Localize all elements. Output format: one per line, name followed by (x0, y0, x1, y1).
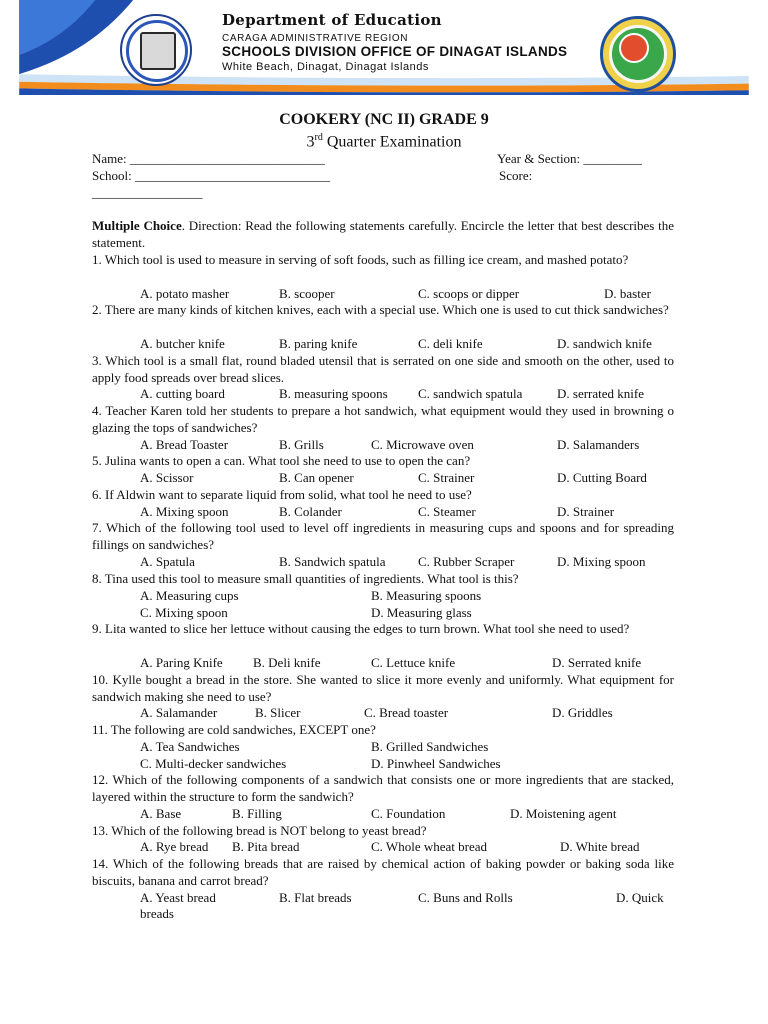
division-address: White Beach, Dinagat, Dinagat Islands (222, 61, 429, 74)
q9-option-c[interactable]: C. Lettuce knife (371, 655, 456, 670)
q2-option-d[interactable]: D. sandwich knife (557, 336, 652, 351)
q9-option-d[interactable]: D. Serrated knife (552, 655, 642, 670)
question-5: 5. Julina wants to open a can. What tool she need to use to open the can? (92, 453, 471, 468)
q2-option-b[interactable]: B. paring knife (279, 336, 358, 351)
question-7: 7. Which of the following tool used to level off ingredients in measuring cups and spoons and for spreading fillings on sandwiches? (92, 520, 674, 552)
q14-option-b[interactable]: B. Flat breads (279, 890, 352, 905)
region-name: CARAGA ADMINISTRATIVE REGION (222, 32, 409, 44)
q12-option-c[interactable]: C. Foundation (371, 806, 446, 821)
question-11: 11. The following are cold sandwiches, EXCEPT one? (92, 722, 376, 737)
q6-option-d[interactable]: D. Strainer (557, 504, 615, 519)
q14-option-d[interactable]: D. Quick (616, 890, 664, 905)
q7-option-c[interactable]: C. Rubber Scraper (418, 554, 515, 569)
q6-option-b[interactable]: B. Colander (279, 504, 342, 519)
q8-option-d[interactable]: D. Measuring glass (371, 605, 472, 620)
q8-option-a[interactable]: A. Measuring cups (140, 588, 239, 603)
q3-option-b[interactable]: B. measuring spoons (279, 386, 388, 401)
question-2: 2. There are many kinds of kitchen knives, each with a special use. Which one is used to cut thick sandwiches? (92, 302, 669, 317)
deped-seal-icon (120, 14, 192, 86)
q4-option-b[interactable]: B. Grills (279, 437, 324, 452)
q10-option-d[interactable]: D. Griddles (552, 705, 613, 720)
q7-option-b[interactable]: B. Sandwich spatula (279, 554, 386, 569)
question-9: 9. Lita wanted to slice her lettuce without causing the edges to turn brown. What tool she need to used? (92, 621, 630, 636)
q9-option-b[interactable]: B. Deli knife (253, 655, 321, 670)
q7-option-d[interactable]: D. Mixing spoon (557, 554, 646, 569)
q5-option-a[interactable]: A. Scissor (140, 470, 194, 485)
q4-option-d[interactable]: D. Salamanders (557, 437, 640, 452)
q5-option-d[interactable]: D. Cutting Board (557, 470, 647, 485)
q4-option-a[interactable]: A. Bread Toaster (140, 437, 229, 452)
q6-option-a[interactable]: A. Mixing spoon (140, 504, 229, 519)
q14-option-a[interactable]: A. Yeast bread (140, 890, 216, 905)
letterhead (0, 0, 768, 110)
division-name: SCHOOLS DIVISION OFFICE OF DINAGAT ISLANDS (222, 43, 568, 59)
q8-option-b[interactable]: B. Measuring spoons (371, 588, 482, 603)
q9-option-a[interactable]: A. Paring Knife (140, 655, 223, 670)
score-field[interactable]: _________________ (92, 185, 203, 200)
q3-option-d[interactable]: D. serrated knife (557, 386, 644, 401)
q13-option-c[interactable]: C. Whole wheat bread (371, 839, 487, 854)
q3-option-c[interactable]: C. sandwich spatula (418, 386, 523, 401)
exam-title: COOKERY (NC II) GRADE 9 (279, 111, 489, 128)
q11-option-b[interactable]: B. Grilled Sandwiches (371, 739, 489, 754)
q12-option-d[interactable]: D. Moistening agent (510, 806, 617, 821)
directions: Multiple Choice. Direction: Read the following statements carefully. Encircle the letter that best describes the statement. (92, 218, 674, 250)
q13-option-a[interactable]: A. Rye bread (140, 839, 209, 854)
q10-option-b[interactable]: B. Slicer (255, 705, 301, 720)
q14-option-c[interactable]: C. Buns and Rolls (418, 890, 513, 905)
q10-option-a[interactable]: A. Salamander (140, 705, 218, 720)
question-3: 3. Which tool is a small flat, round bladed utensil that is serrated on one side and smooth on the other, used to apply food spreads over bread slices. (92, 353, 674, 385)
q2-option-c[interactable]: C. deli knife (418, 336, 483, 351)
question-8: 8. Tina used this tool to measure small quantities of ingredients. What tool is this? (92, 571, 519, 586)
q7-option-a[interactable]: A. Spatula (140, 554, 195, 569)
q4-option-c[interactable]: C. Microwave oven (371, 437, 474, 452)
school-field[interactable]: School: ______________________________ (92, 168, 330, 183)
score-label: Score: (499, 168, 533, 183)
q5-option-c[interactable]: C. Strainer (418, 470, 475, 485)
year-section-field[interactable]: Year & Section: _________ (497, 151, 642, 166)
q1-option-b[interactable]: B. scooper (279, 286, 335, 301)
division-seal-icon (600, 16, 676, 92)
question-13: 13. Which of the following bread is NOT belong to yeast bread? (92, 823, 427, 838)
q1-option-c[interactable]: C. scoops or dipper (418, 286, 520, 301)
question-10: 10. Kylle bought a bread in the store. She wanted to slice it more evenly and uniformly. What equipment for sandwich making she need to use? (92, 672, 674, 704)
question-14: 14. Which of the following breads that are raised by chemical action of baking powder or baking soda like biscuits, banana and carrot bread? (92, 856, 674, 888)
q11-option-a[interactable]: A. Tea Sandwiches (140, 739, 240, 754)
q3-option-a[interactable]: A. cutting board (140, 386, 225, 401)
q5-option-b[interactable]: B. Can opener (279, 470, 354, 485)
q11-option-c[interactable]: C. Multi-decker sandwiches (140, 756, 287, 771)
question-1: 1. Which tool is used to measure in serving of soft foods, such as filling ice cream, and mashed potato? (92, 252, 629, 267)
q1-option-d[interactable]: D. baster (604, 286, 651, 301)
q2-option-a[interactable]: A. butcher knife (140, 336, 225, 351)
question-4: 4. Teacher Karen told her students to prepare a hot sandwich, what equipment would they used in browning o glazing the tops of sandwiches? (92, 403, 674, 435)
q1-option-a[interactable]: A. potato masher (140, 286, 230, 301)
question-12: 12. Which of the following components of a sandwich that consists one or more ingredients that are stacked, layered within the structure to form the sandwich? (92, 772, 674, 804)
q13-option-b[interactable]: B. Pita bread (232, 839, 300, 854)
q6-option-c[interactable]: C. Steamer (418, 504, 476, 519)
q14-option-d-continued[interactable]: breads (140, 906, 174, 921)
q10-option-c[interactable]: C. Bread toaster (364, 705, 449, 720)
q12-option-b[interactable]: B. Filling (232, 806, 282, 821)
q8-option-c[interactable]: C. Mixing spoon (140, 605, 228, 620)
q13-option-d[interactable]: D. White bread (560, 839, 640, 854)
q12-option-a[interactable]: A. Base (140, 806, 182, 821)
letterhead-text (222, 12, 567, 73)
exam-subtitle: 3rd Quarter Examination (306, 132, 462, 151)
name-field[interactable]: Name: ______________________________ (92, 151, 325, 166)
q11-option-d[interactable]: D. Pinwheel Sandwiches (371, 756, 501, 771)
department-name: Department of Education (222, 11, 442, 29)
question-6: 6. If Aldwin want to separate liquid from solid, what tool he need to use? (92, 487, 472, 502)
